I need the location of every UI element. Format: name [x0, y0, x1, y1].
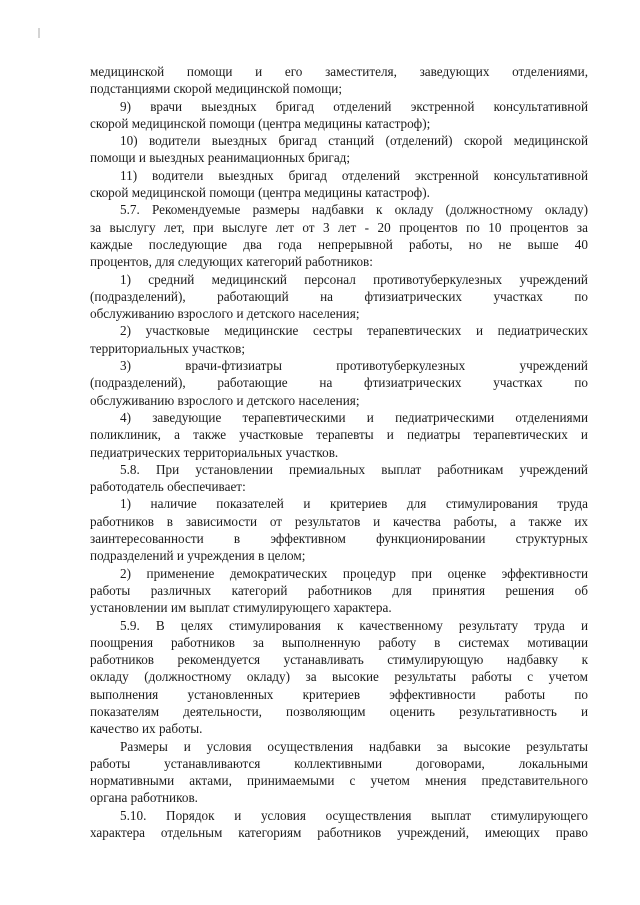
- text-line: медицинской помощи и его заместителя, заведующих отделениями,: [90, 64, 588, 79]
- text-line: 11) водители выездных бригад отделений экстренной консультативной: [120, 167, 588, 183]
- paragraph-p-item-9: [90, 98, 588, 133]
- text-line: территориальных участков;: [90, 340, 245, 356]
- text-line: процентов, для следующих категорий работников:: [90, 254, 373, 270]
- text-line: обслуживанию взрослого и детского населения;: [90, 392, 360, 408]
- text-line: работы различных категорий работников для принятия решения об: [90, 582, 588, 598]
- text-line: работников в зависимости от результатов и качества работы, а также их: [90, 513, 588, 529]
- text-line: 5.7. Рекомендуемые размеры надбавки к окладу (должностному окладу): [120, 202, 588, 218]
- text-line: 3) врачи-фтизиатры противотуберкулезных учреждений: [120, 358, 588, 374]
- text-line: 10) водители выездных бригад станций (отделений) скорой медицинской: [120, 133, 588, 149]
- text-line: 4) заведующие терапевтическими и педиатрическими отделениями: [120, 409, 588, 425]
- text-line: подразделений и учреждения в целом;: [90, 548, 306, 564]
- text-line: установлении им выплат стимулирующего характера.: [90, 600, 392, 616]
- text-line: 5.9. В целях стимулирования к качественному результату труда и: [120, 617, 588, 633]
- text-line: поликлиник, а также участковые терапевты и педиатры терапевтических и: [90, 427, 588, 443]
- text-line: заинтересованности в эффективном функционировании структурных: [90, 531, 588, 547]
- text-line: поощрения работников за выполненную работу в системах мотивации: [90, 634, 588, 650]
- text-line: показателям деятельности, позволяющим оценить результативность и: [90, 703, 588, 719]
- text-line: обслуживанию взрослого и детского населения;: [90, 306, 360, 322]
- text-line: работников рекомендуется устанавливать стимулирующую надбавку к: [90, 652, 588, 668]
- text-line: 9) врачи выездных бригад отделений экстренной консультативной: [120, 98, 588, 114]
- text-line: качество их работы.: [90, 721, 203, 737]
- paragraph-p-5-7-item-2: [90, 322, 588, 357]
- text-line: подстанциями скорой медицинской помощи;: [90, 81, 342, 97]
- paragraph-p-5-8: [90, 461, 588, 496]
- text-line: характера отдельным категориям работников учреждений, имеющих право: [90, 825, 588, 841]
- text-line: работы устанавливаются коллективными договорами, локальными: [90, 755, 588, 771]
- text-line: 1) наличие показателей и критериев для стимулирования труда: [120, 496, 588, 512]
- text-line: Размеры и условия осуществления надбавки за высокие результаты: [120, 738, 588, 754]
- paragraph-p-5-7-item-1: [90, 271, 588, 323]
- text-line: скорой медицинской помощи (центра медицины катастроф).: [90, 185, 430, 201]
- paragraph-p-5-9: [90, 617, 588, 738]
- paragraph-p-5-8-item-2: [90, 565, 588, 617]
- text-line: каждые последующие два года непрерывной работы, но не выше 40: [90, 236, 588, 252]
- text-line: помощи и выездных реанимационных бригад;: [90, 150, 351, 166]
- text-line: (подразделений), работающий на фтизиатрических участках по: [90, 288, 588, 304]
- text-line: скорой медицинской помощи (центра медицины катастроф);: [90, 115, 431, 131]
- text-line: (подразделений), работающие на фтизиатрических участках по: [90, 375, 588, 391]
- paragraph-p-5-7-item-4: [90, 409, 588, 461]
- paragraph-p-5-9-sizes: [90, 738, 588, 807]
- paragraph-p-5-7-item-3: [90, 357, 588, 409]
- text-line: нормативными актами, принимаемыми с учетом мнения представительного: [90, 773, 588, 789]
- paragraph-p-cont-med-help: [90, 63, 588, 98]
- text-line: 5.10. Порядок и условия осуществления выплат стимулирующего: [120, 807, 588, 823]
- text-line: 2) применение демократических процедур при оценке эффективности: [120, 565, 588, 581]
- text-line: педиатрических территориальных участков.: [90, 444, 339, 460]
- paragraph-p-5-10: [90, 807, 588, 842]
- text-line: за выслугу лет, при выслуге лет от 3 лет - 20 процентов по 10 процентов за: [90, 219, 588, 235]
- text-line: работодатель обеспечивает:: [90, 479, 246, 495]
- text-line: окладу (должностному окладу) за высокие результаты работы с учетом: [90, 669, 588, 685]
- paragraph-p-item-10: [90, 132, 588, 167]
- text-line: 2) участковые медицинские сестры терапевтических и педиатрических: [120, 323, 588, 339]
- document-body: [90, 63, 588, 841]
- text-line: 1) средний медицинский персонал противотуберкулезных учреждений: [120, 271, 588, 287]
- scan-margin-mark: [38, 28, 40, 38]
- text-line: 5.8. При установлении премиальных выплат работникам учреждений: [120, 461, 588, 477]
- paragraph-p-5-8-item-1: [90, 495, 588, 564]
- paragraph-p-item-11: [90, 167, 588, 202]
- text-line: органа работников.: [90, 790, 198, 806]
- text-line: выполнения установленных критериев эффективности работы по: [90, 686, 588, 702]
- paragraph-p-5-7: [90, 201, 588, 270]
